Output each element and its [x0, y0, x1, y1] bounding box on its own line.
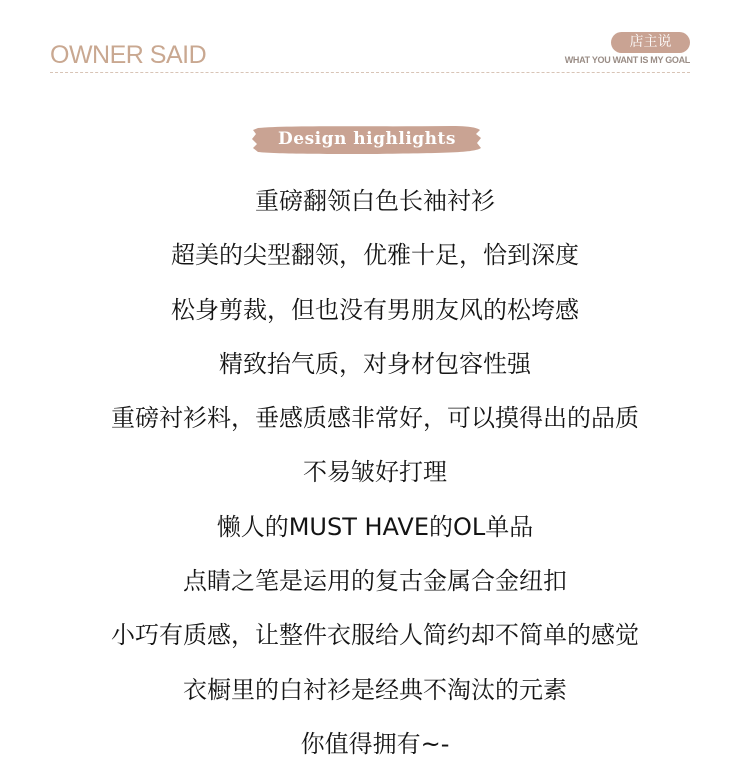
highlight-line: 你值得拥有~-	[300, 729, 450, 758]
highlight-line: 精致抬气质，对身材包容性强	[219, 349, 531, 378]
highlight-line: 点睛之笔是运用的复古金属合金纽扣	[183, 567, 567, 596]
highlight-line: 重磅衬衫料，垂感质感非常好，可以摸得出的品质	[111, 404, 639, 433]
design-highlights-badge	[252, 124, 482, 155]
highlight-line: 重磅翻领白色长袖衬衫	[255, 187, 495, 215]
header-divider	[50, 72, 690, 73]
highlight-lines	[0, 174, 750, 771]
owner-badge: 店主说	[611, 32, 690, 53]
highlight-line: 懒人的MUST HAVE的OL单品	[216, 512, 534, 541]
highlight-line: 小巧有质感，让整件衣服给人简约却不简单的感觉	[111, 621, 639, 650]
design-highlights-label: Design highlights	[278, 129, 456, 149]
highlight-line: 松身剪裁，但也没有男朋友风的松垮感	[171, 295, 579, 324]
highlight-line: 不易皱好打理	[303, 458, 447, 487]
header-title: OWNER SAID	[50, 41, 207, 69]
header-tagline: WHAT YOU WANT IS MY GOAL	[564, 55, 690, 65]
highlight-line: 超美的尖型翻领，优雅十足，恰到深度	[171, 241, 579, 270]
highlight-line: 衣橱里的白衬衫是经典不淘汰的元素	[183, 675, 567, 704]
